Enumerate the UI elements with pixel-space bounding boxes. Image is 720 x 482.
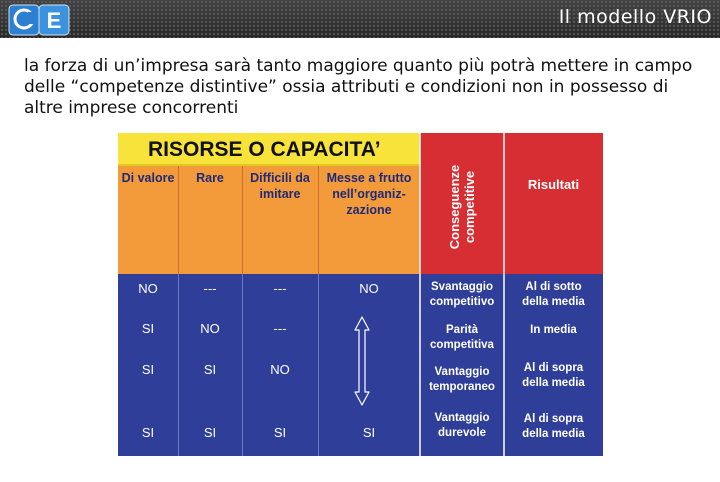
consequences-header-label: Conseguenze competitive <box>447 164 477 250</box>
svg-text:E: E <box>46 8 62 33</box>
col-header-imitare: Difficili da imitare <box>250 171 310 201</box>
table-title: RISORSE O CAPACITA’ <box>148 138 381 161</box>
header-bar <box>0 0 720 38</box>
row3-valore: SI <box>141 362 155 377</box>
row1-valore: NO <box>138 281 158 296</box>
row4-imitare: SI <box>273 425 287 440</box>
row2-result: In media <box>530 324 577 336</box>
results-header: Risultati <box>527 177 580 192</box>
row3-imitare: NO <box>270 362 290 377</box>
row3-consequence: Vantaggio temporaneo <box>429 366 495 393</box>
row4-consequence: Vantaggio durevole <box>434 412 490 439</box>
vrio-table <box>118 133 603 456</box>
row1-consequence: Svantaggio competitivo <box>429 281 495 308</box>
row4-valore: SI <box>141 425 155 440</box>
row2-valore: SI <box>141 321 155 336</box>
row4-rare: SI <box>203 425 217 440</box>
double-arrow-icon <box>354 316 370 406</box>
row2-consequence: Parità competitiva <box>430 324 494 351</box>
col-header-rare: Rare <box>196 171 224 185</box>
col-header-organizzazione: Messe a frutto nell’organiz-zazione <box>326 171 412 217</box>
row1-organizzazione: NO <box>359 281 379 296</box>
site-logo-icon[interactable] <box>8 4 70 36</box>
row1-imitare: --- <box>273 281 287 296</box>
intro-paragraph: la forza di un’impresa sarà tanto maggiore quanto più potrà mettere in campo delle “competenze distintive” ossia attributi e condizioni non in possesso di altre imprese concorrenti <box>24 56 693 118</box>
table-title-band <box>118 133 420 166</box>
row3-result: Al di sopra della media <box>522 362 585 389</box>
row4-result: Al di sopra della media <box>522 413 585 440</box>
page-title: Il modello VRIO <box>558 6 712 28</box>
row3-rare: SI <box>203 362 217 377</box>
row1-result: Al di sotto della media <box>522 281 585 308</box>
row2-imitare: --- <box>273 321 287 336</box>
consequences-header <box>420 133 504 274</box>
row1-rare: --- <box>203 281 217 296</box>
criteria-header <box>118 166 420 274</box>
row4-organizzazione: SI <box>362 425 376 440</box>
results-header-bg <box>504 133 603 274</box>
row2-rare: NO <box>200 321 220 336</box>
col-header-valore: Di valore <box>121 171 175 185</box>
